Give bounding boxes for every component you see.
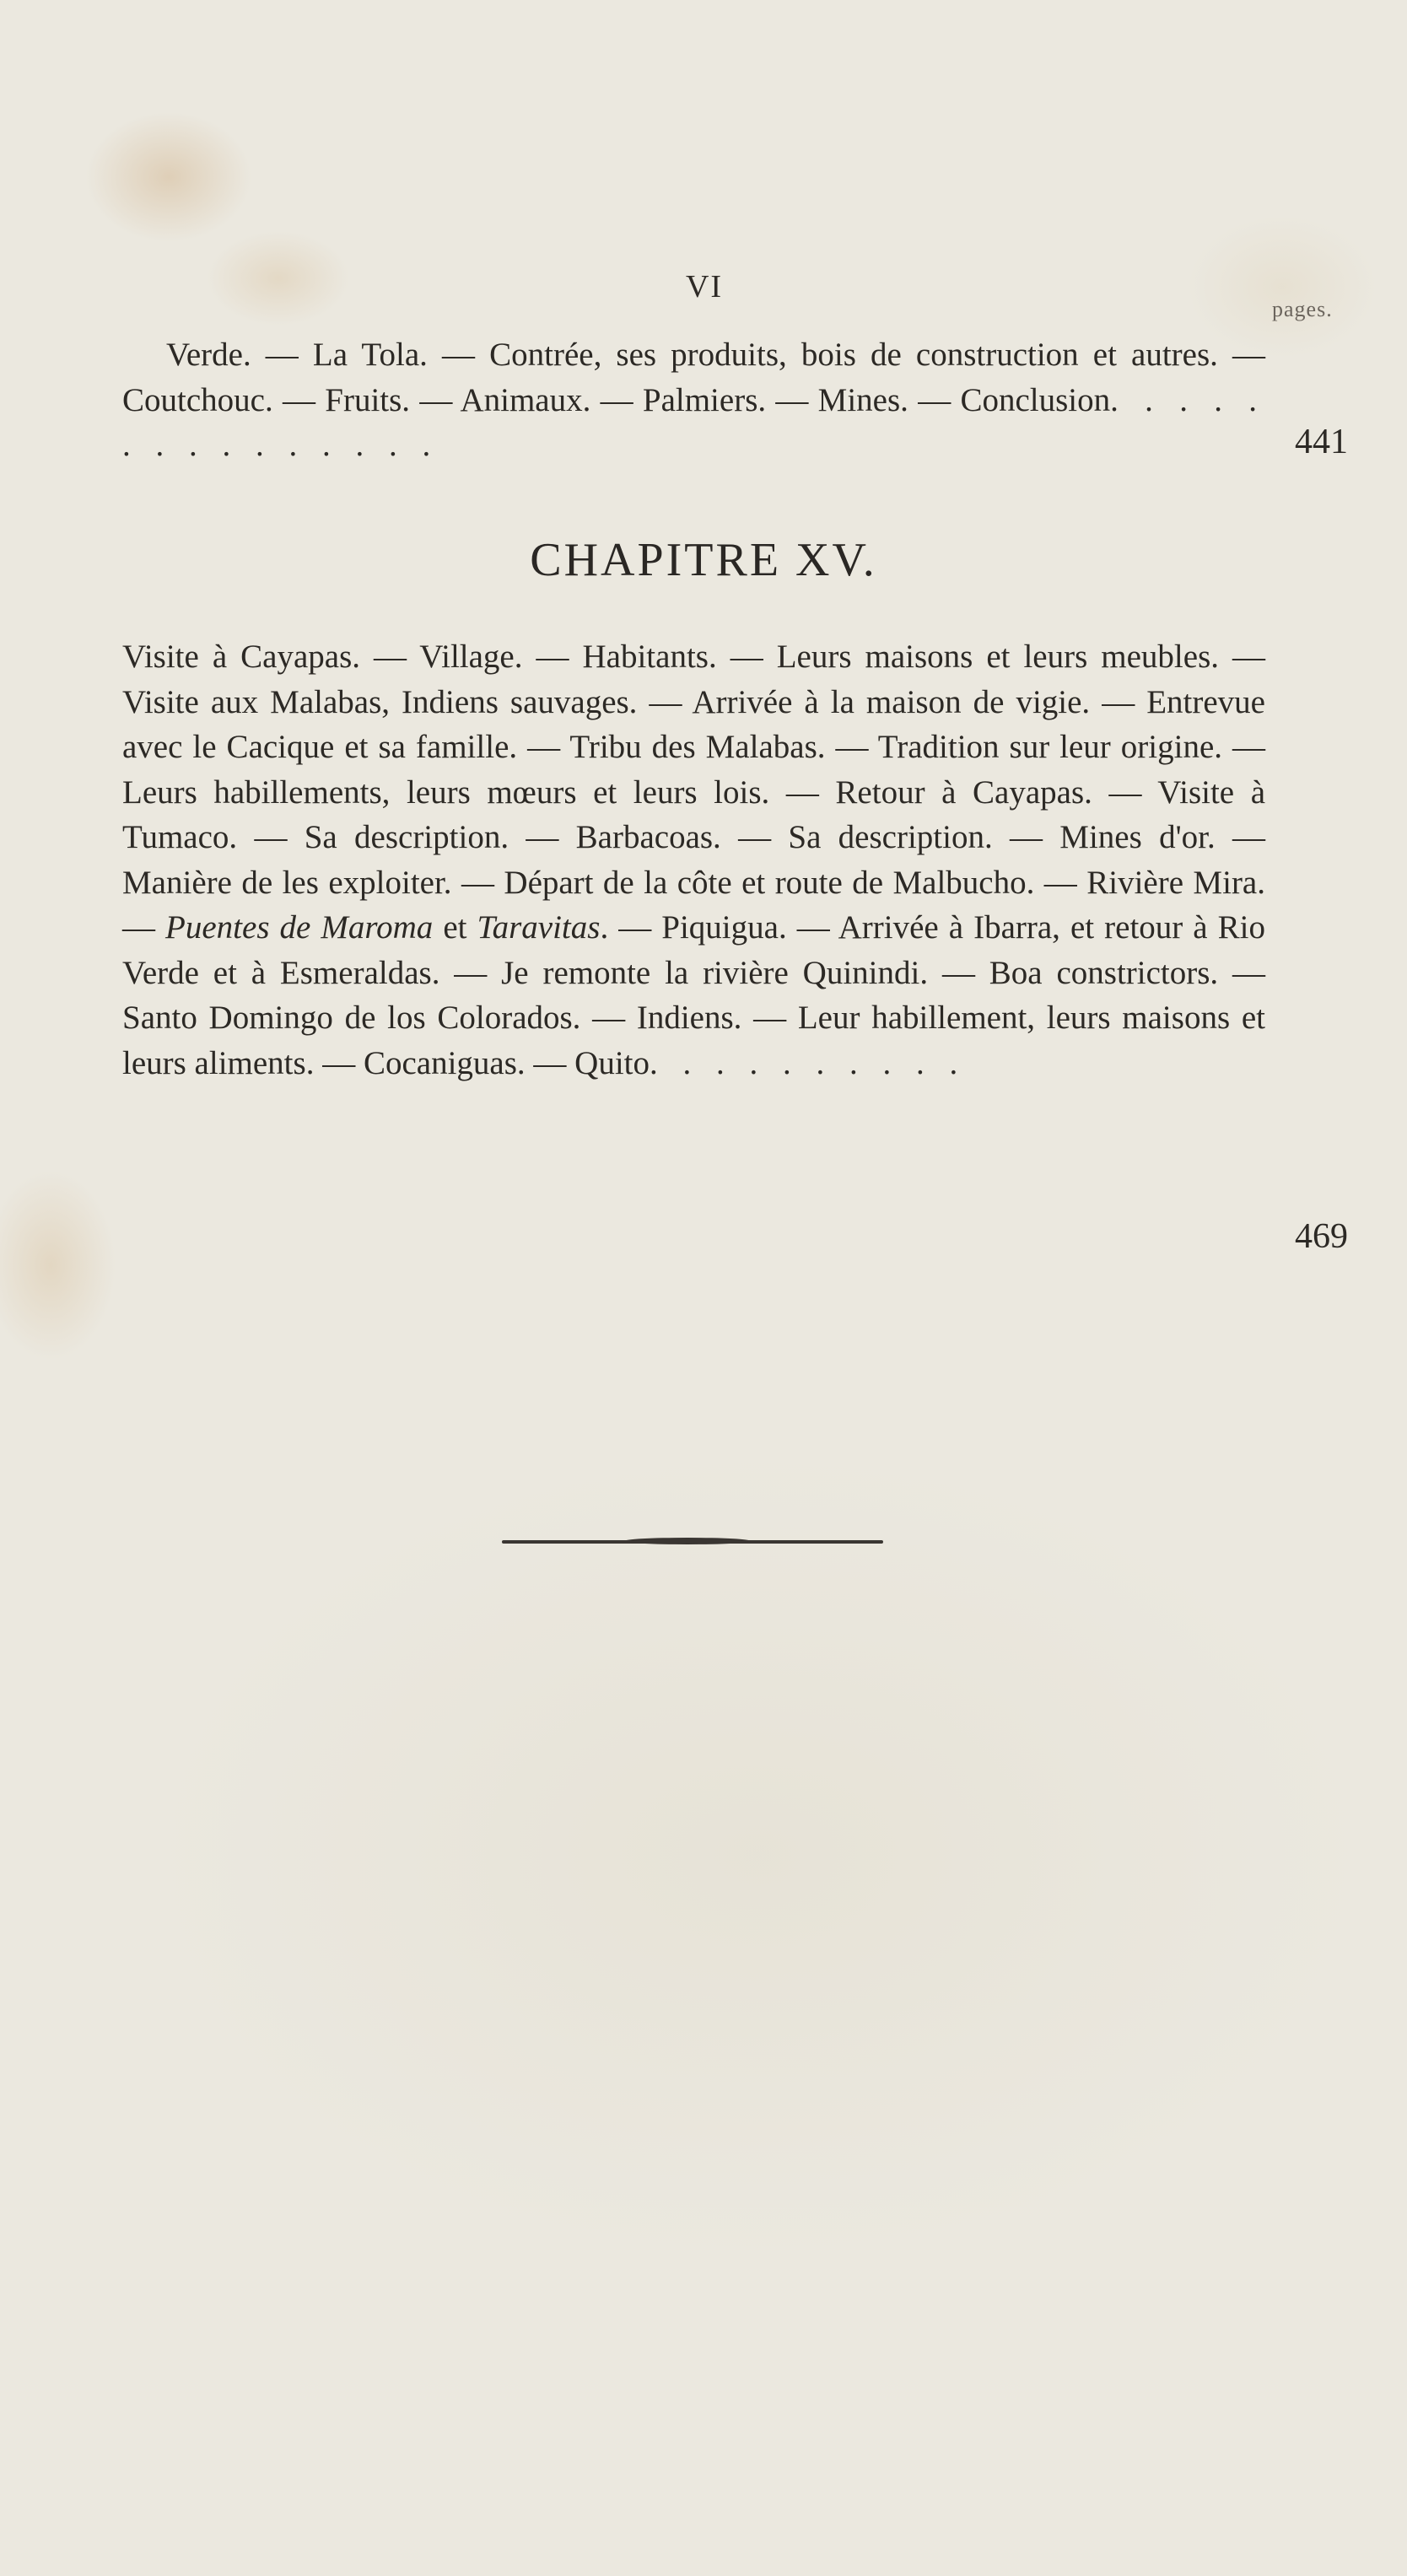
toc-page-ref-441: 441 [1295,423,1348,461]
toc-entry-text: . — Piquigua. — Arrivée à Ibarra, et retour à Rio Verde et à Esmeraldas. — Je remonte la rivière Quinindi. — Boa constrictors. — Santo Domingo de los Colorados. — Indiens. — Leur habillement, leurs maisons et leurs aliments. — Cocaniguas. — Quito [122,909,1265,1081]
toc-entry-continuation [122,332,1265,468]
italic-term: Taravitas [477,909,601,946]
pages-label: pages. [1272,297,1333,321]
toc-page-ref-469: 469 [1295,1217,1348,1256]
dot-leader: . . . . . . . . . . . . . . . [122,381,1266,463]
toc-entry-text: Verde. — La Tola. — Contrée, ses produits, bois de construction et autres. — Coutchouc. — Fruits. — Animaux. — Palmiers. — Mines. — Conclusion [122,337,1265,418]
page-number: VI [685,269,724,304]
toc-entry-chapter-xv [122,634,1265,1086]
toc-entry-text: Visite à Cayapas. — Village. — Habitants. — Leurs maisons et leurs meubles. — Visite aux Malabas, Indiens sauvages. — Arrivée à la maison de vigie. — Entrevue avec le Cacique et sa famille. — Tribu des Malabas. — Tradition sur leur origine. — Leurs habillements, leurs mœurs et leurs lois. — Retour à Cayapas. — Visite à Tumaco. — Sa description. — Barbacoas. — Sa description. — Mines d'or. — Manière de les exploiter. — Départ de la côte et route de Malbucho. — Rivière Mira. — [122,639,1265,946]
section-divider-swell [624,1538,751,1544]
chapter-heading: CHAPITRE XV. [530,534,877,586]
dot-leader: . . . . . . . . . . [650,1044,967,1081]
toc-entry-text: et [433,909,477,946]
italic-term: Puentes de Maroma [165,909,434,946]
